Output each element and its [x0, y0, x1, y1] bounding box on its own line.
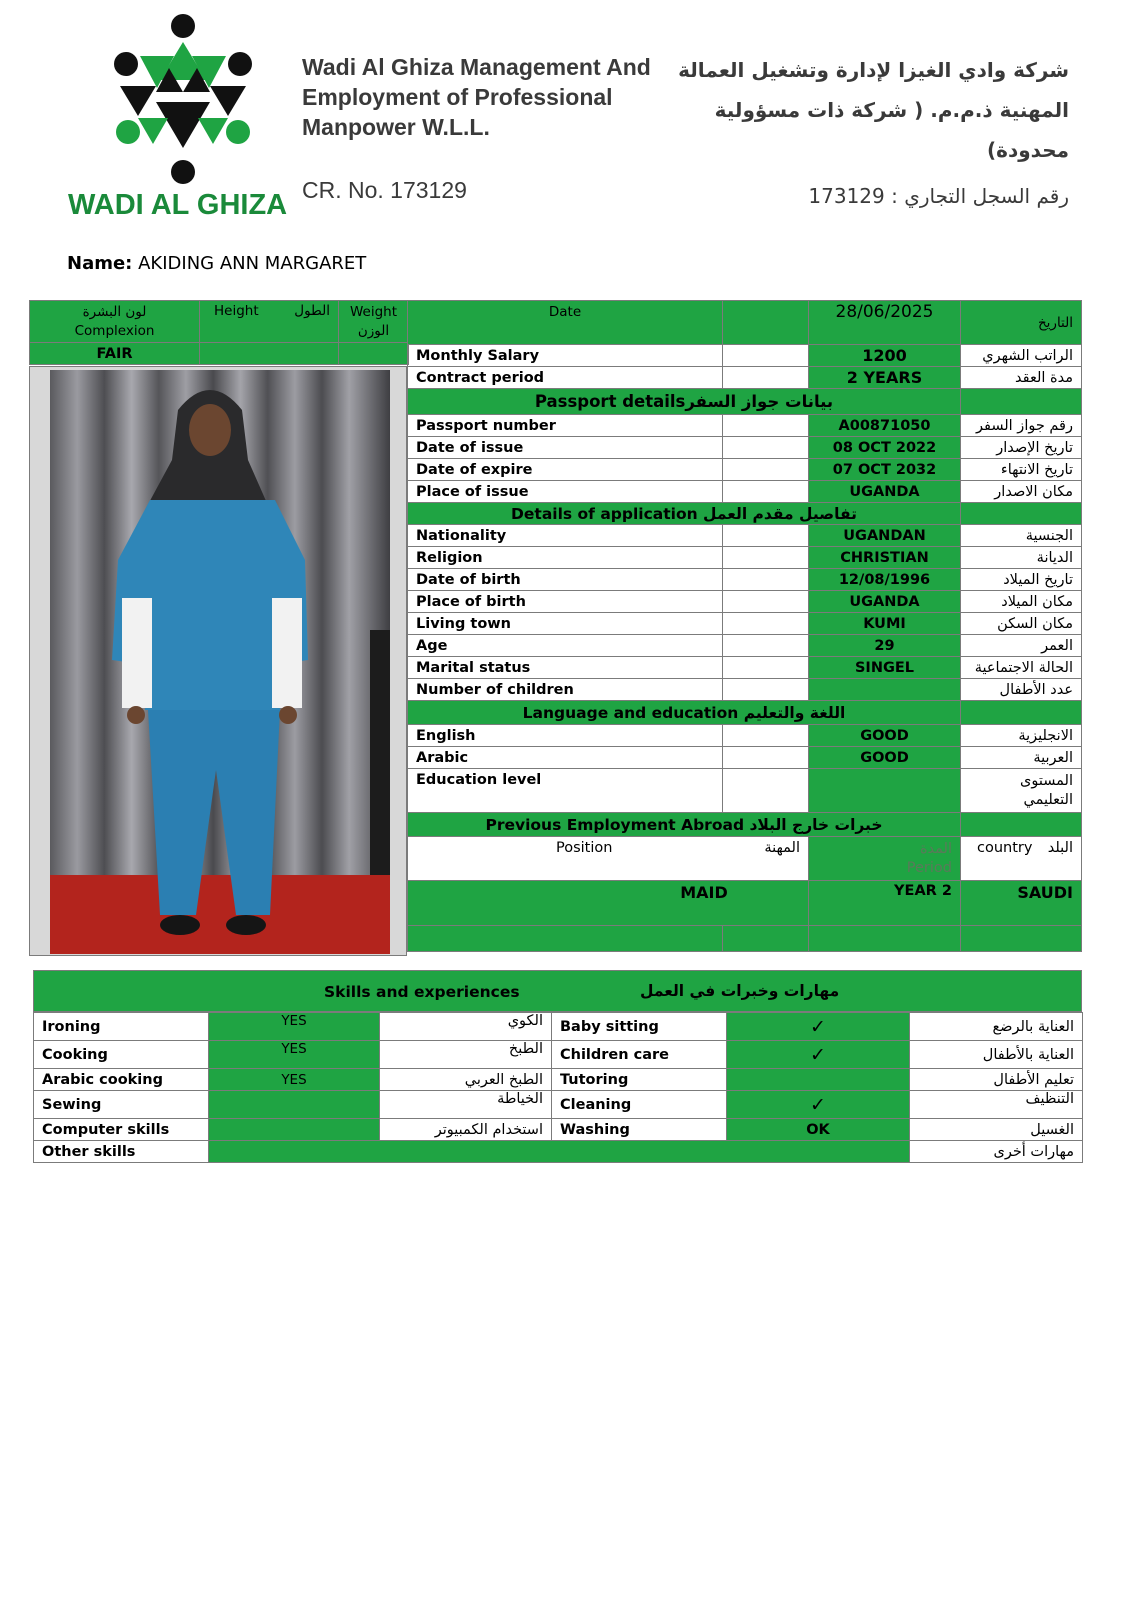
salary-value: 1200: [809, 345, 961, 367]
spacer-cell: [809, 926, 961, 952]
skill-cooking-label-ar: الطبخ: [380, 1041, 552, 1069]
issue-date-label: Date of issue: [408, 437, 723, 459]
skill-cleaning-label-ar: التنظيف: [910, 1091, 1083, 1119]
spacer-cell: [723, 926, 809, 952]
spacer-cell: [961, 813, 1082, 837]
age-value: 29: [809, 635, 961, 657]
birth-place-label: Place of birth: [408, 591, 723, 613]
date-value: 28/06/2025: [809, 301, 961, 345]
spacer-cell: [961, 503, 1082, 525]
marital-status-value: SINGEL: [809, 657, 961, 679]
skill-childrencare-label: Children care: [552, 1041, 727, 1069]
salary-label: Monthly Salary: [408, 345, 723, 367]
skills-header: [33, 970, 1082, 1012]
skill-cleaning-label: Cleaning: [552, 1091, 727, 1119]
place-issue-value: UGANDA: [809, 481, 961, 503]
skill-ironing-label: Ironing: [34, 1013, 209, 1041]
education-label: Education level: [408, 769, 723, 813]
skill-ironing-value: YES: [209, 1013, 380, 1041]
employment-period-value: 2 YEAR: [809, 881, 961, 926]
passport-number-label-ar: رقم جواز السفر: [961, 415, 1082, 437]
other-skills-label-ar: مهارات أخرى: [910, 1141, 1083, 1163]
birth-date-label-ar: تاريخ الميلاد: [961, 569, 1082, 591]
logo-emblem-icon: [68, 8, 298, 228]
children-label: Number of children: [408, 679, 723, 701]
skill-tutoring-label: Tutoring: [552, 1069, 727, 1091]
arabic-label: Arabic: [408, 747, 723, 769]
spacer-cell: [723, 547, 809, 569]
skill-computer-value: [209, 1119, 380, 1141]
skill-sewing-label-ar: الخياطة: [380, 1091, 552, 1119]
applicant-name: [67, 253, 366, 274]
age-label-ar: العمر: [961, 635, 1082, 657]
skills-header-en: Skills and experiences: [324, 983, 520, 1001]
birth-date-label: Date of birth: [408, 569, 723, 591]
spacer-cell: [961, 389, 1082, 415]
skill-washing-label-ar: الغسيل: [910, 1119, 1083, 1141]
children-label-ar: عدد الأطفال: [961, 679, 1082, 701]
spacer-cell: [723, 459, 809, 481]
education-label-ar: المستوى التعليمي: [961, 769, 1082, 813]
employment-position-value: MAID: [408, 881, 809, 926]
complexion-value: FAIR: [30, 343, 200, 365]
spacer-cell: [723, 769, 809, 813]
height-value: [200, 343, 339, 365]
skill-arabic-cooking-label: Arabic cooking: [34, 1069, 209, 1091]
skill-tutoring-value: [727, 1069, 910, 1091]
marital-status-label: Marital status: [408, 657, 723, 679]
spacer-cell: [723, 657, 809, 679]
photo-frame: [29, 366, 407, 956]
spacer-cell: [723, 481, 809, 503]
contract-value: 2 YEARS: [809, 367, 961, 389]
issue-date-value: 08 OCT 2022: [809, 437, 961, 459]
nationality-label: Nationality: [408, 525, 723, 547]
skill-computer-label-ar: استخدام الكمبيوتر: [380, 1119, 552, 1141]
birth-place-value: UGANDA: [809, 591, 961, 613]
skill-arabic-cooking-value: YES: [209, 1069, 380, 1091]
english-value: GOOD: [809, 725, 961, 747]
details-table: [407, 300, 1082, 952]
employment-country-value: SAUDI: [961, 881, 1082, 926]
contract-label-ar: مدة العقد: [961, 367, 1082, 389]
age-label: Age: [408, 635, 723, 657]
skill-ironing-label-ar: الكوي: [380, 1013, 552, 1041]
passport-number-value: A00871050: [809, 415, 961, 437]
spacer-cell: [723, 367, 809, 389]
nationality-label-ar: الجنسية: [961, 525, 1082, 547]
skill-cleaning-check-icon: ✓: [727, 1091, 910, 1119]
passport-number-label: Passport number: [408, 415, 723, 437]
skill-childrencare-label-ar: العناية بالأطفال: [910, 1041, 1083, 1069]
religion-label: Religion: [408, 547, 723, 569]
spacer-cell: [723, 569, 809, 591]
arabic-label-ar: العربية: [961, 747, 1082, 769]
employment-section-header: Previous Employment Abroad خبرات خارج البلاد: [408, 813, 961, 837]
date-label: Date: [408, 301, 723, 345]
date-label-ar: التاريخ: [961, 301, 1082, 345]
skill-arabic-cooking-label-ar: الطبخ العربي: [380, 1069, 552, 1091]
skill-sewing-label: Sewing: [34, 1091, 209, 1119]
country-column-header: country البلد: [961, 837, 1082, 881]
spacer-cell: [723, 725, 809, 747]
skills-table: [33, 1012, 1083, 1163]
skill-cooking-label: Cooking: [34, 1041, 209, 1069]
salary-label-ar: الراتب الشهري: [961, 345, 1082, 367]
expire-date-value: 07 OCT 2032: [809, 459, 961, 481]
spacer-cell: [723, 345, 809, 367]
religion-value: CHRISTIAN: [809, 547, 961, 569]
skills-header-ar: مهارات وخبرات في العمل: [640, 982, 840, 1000]
skill-babysitting-check-icon: ✓: [727, 1013, 910, 1041]
spacer-cell: [961, 926, 1082, 952]
company-logo: [68, 8, 298, 228]
spacer-cell: [723, 747, 809, 769]
spacer-cell: [723, 437, 809, 459]
language-section-header: Language and education اللغة والتعليم: [408, 701, 961, 725]
religion-label-ar: الديانة: [961, 547, 1082, 569]
position-column-header: Position المهنة: [408, 837, 809, 881]
spacer-cell: [723, 591, 809, 613]
cr-number-ar: رقم السجل التجاري : 173129: [808, 184, 1069, 208]
name-value: AKIDING ANN MARGARET: [138, 253, 367, 274]
complexion-header: لون البشرة Complexion: [30, 301, 200, 343]
spacer-cell: [961, 701, 1082, 725]
spacer-cell: [723, 415, 809, 437]
skill-cooking-value: YES: [209, 1041, 380, 1069]
logo-wordmark: WADI AL GHIZA: [68, 189, 288, 221]
spacer-cell: [723, 613, 809, 635]
skill-sewing-value: [209, 1091, 380, 1119]
spacer-cell: [723, 679, 809, 701]
spacer-cell: [723, 525, 809, 547]
education-value: [809, 769, 961, 813]
other-skills-value: [209, 1141, 910, 1163]
living-town-label: Living town: [408, 613, 723, 635]
skill-washing-label: Washing: [552, 1119, 727, 1141]
application-section-header: Details of application تفاصيل مقدم العمل: [408, 503, 961, 525]
company-name-en: Wadi Al Ghiza Management And Employment of Professional Manpower W.L.L.: [302, 54, 651, 140]
spacer-cell: [408, 926, 723, 952]
skill-tutoring-label-ar: تعليم الأطفال: [910, 1069, 1083, 1091]
english-label-ar: الانجليزية: [961, 725, 1082, 747]
height-header: Height الطول: [200, 301, 339, 343]
period-column-header: المدة Period: [809, 837, 961, 881]
living-town-label-ar: مكان السكن: [961, 613, 1082, 635]
skill-babysitting-label-ar: العناية بالرضع: [910, 1013, 1083, 1041]
english-label: English: [408, 725, 723, 747]
passport-section-header: Passport detailsبيانات جواز السفر: [408, 389, 961, 415]
place-issue-label-ar: مكان الاصدار: [961, 481, 1082, 503]
contract-label: Contract period: [408, 367, 723, 389]
skill-washing-value: OK: [727, 1119, 910, 1141]
spacer-cell: [723, 635, 809, 657]
birth-date-value: 12/08/1996: [809, 569, 961, 591]
issue-date-label-ar: تاريخ الإصدار: [961, 437, 1082, 459]
skill-babysitting-label: Baby sitting: [552, 1013, 727, 1041]
living-town-value: KUMI: [809, 613, 961, 635]
physical-table: [29, 300, 409, 365]
skill-childrencare-check-icon: ✓: [727, 1041, 910, 1069]
name-label: Name:: [67, 253, 133, 274]
expire-date-label: Date of expire: [408, 459, 723, 481]
nationality-value: UGANDAN: [809, 525, 961, 547]
children-value: [809, 679, 961, 701]
birth-place-label-ar: مكان الميلاد: [961, 591, 1082, 613]
spacer-cell: [723, 301, 809, 345]
arabic-value: GOOD: [809, 747, 961, 769]
place-issue-label: Place of issue: [408, 481, 723, 503]
company-name-ar: شركة وادي الغيزا لإدارة وتشغيل العمالة المهنية ذ.م.م. ( شركة ذات مسؤولية محدودة): [678, 58, 1069, 162]
skill-computer-label: Computer skills: [34, 1119, 209, 1141]
weight-value: [339, 343, 409, 365]
expire-date-label-ar: تاريخ الانتهاء: [961, 459, 1082, 481]
other-skills-label: Other skills: [34, 1141, 209, 1163]
applicant-photo: [50, 370, 390, 954]
marital-status-label-ar: الحالة الاجتماعية: [961, 657, 1082, 679]
cr-number-en: CR. No. 173129: [302, 177, 467, 203]
weight-header: Weight الوزن: [339, 301, 409, 343]
